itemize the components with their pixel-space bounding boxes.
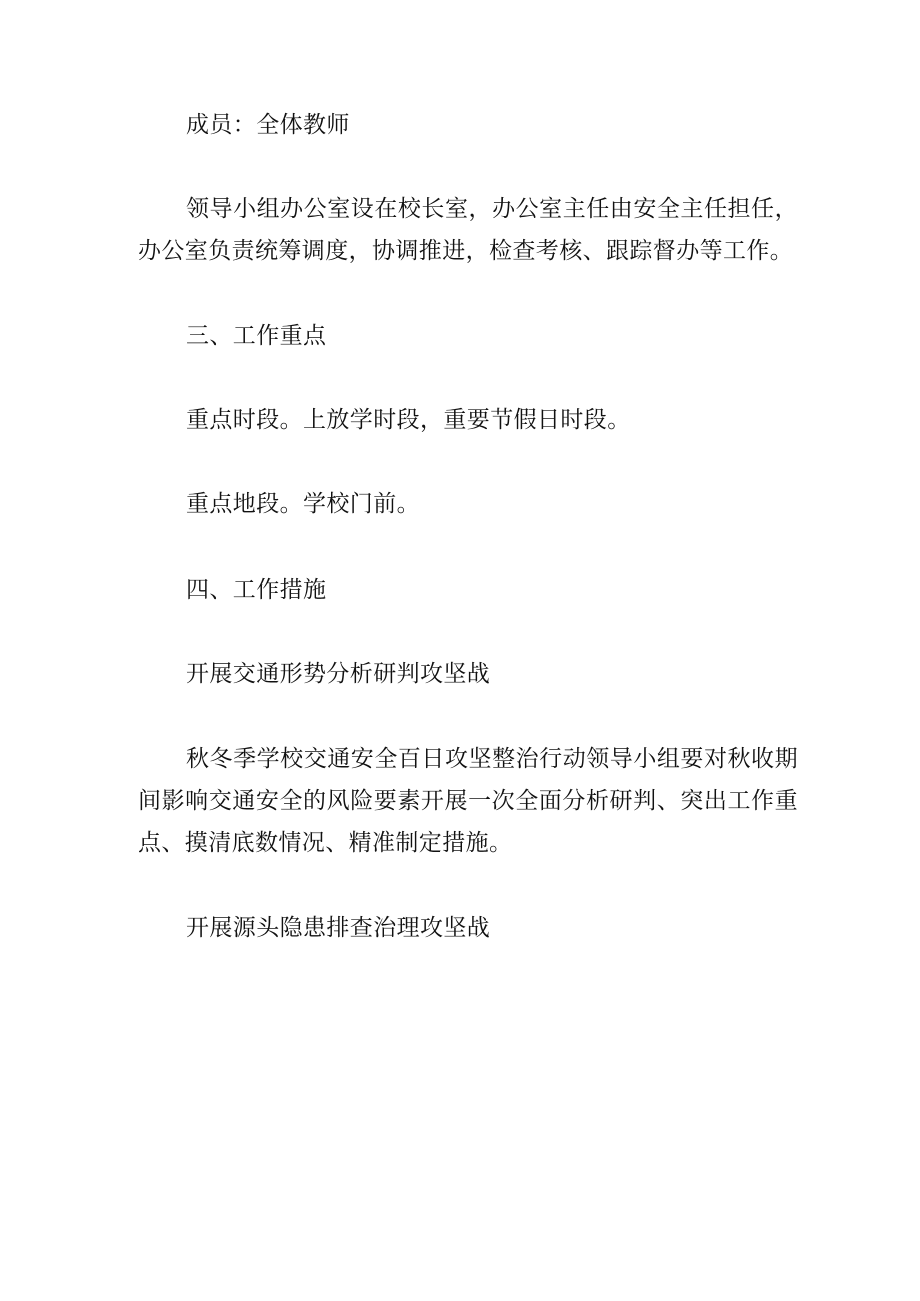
measure-heading-analysis: 开展交通形势分析研判攻坚战	[186, 661, 491, 687]
office-paragraph: 领导小组办公室设在校长室，办公室主任由安全主任担任，办公室负责统筹调度，协调推进，检查考核、跟踪督办等工作。	[138, 196, 798, 264]
members-line: 成员：全体教师	[186, 112, 350, 138]
section-heading-work-focus: 三、工作重点	[186, 323, 327, 349]
analysis-paragraph: 秋冬季学校交通安全百日攻坚整治行动领导小组要对秋收期间影响交通安全的风险要素开展一次全面分析研判、突出工作重点、摸清底数情况、精准制定措施。	[138, 746, 798, 856]
section-heading-work-measures: 四、工作措施	[186, 577, 327, 603]
key-periods-line: 重点时段。上放学时段，重要节假日时段。	[186, 407, 631, 433]
key-locations-line: 重点地段。学校门前。	[186, 491, 420, 517]
measure-heading-hazard-inspection: 开展源头隐患排查治理攻坚战	[186, 915, 491, 941]
